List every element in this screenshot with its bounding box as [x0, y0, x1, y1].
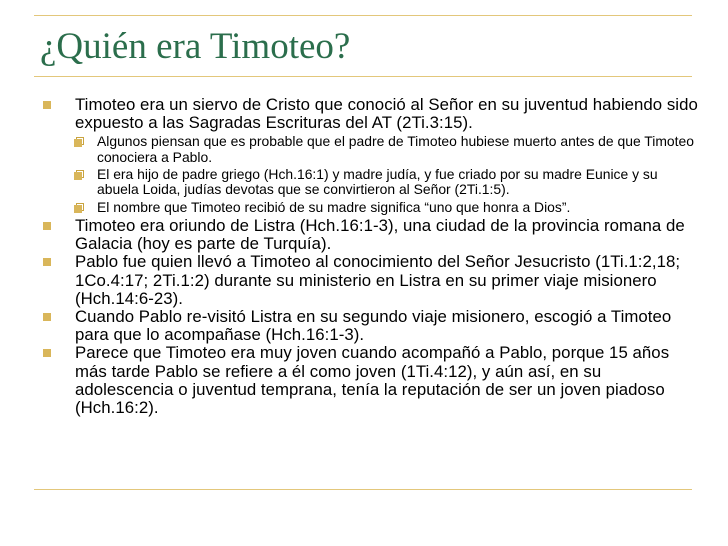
bullet-item — [0, 308, 728, 344]
bullet-item — [0, 217, 728, 253]
square-bullet-icon — [43, 222, 51, 230]
bottom-rule — [34, 489, 692, 490]
bullet-item — [0, 96, 728, 132]
stacked-square-bullet-icon — [74, 170, 84, 180]
sub-bullet-item — [0, 167, 728, 198]
bullet-item — [0, 253, 728, 308]
sub-bullet-text: El nombre que Timoteo recibió de su madre significa “uno que honra a Dios”. — [97, 198, 571, 215]
sub-bullet-text: El era hijo de padre griego (Hch.16:1) y madre judía, y fue criado por su madre Eunice y su abuela Loida, judías devotas que se convirtieron al Señor (2Ti.1:5). — [97, 166, 658, 198]
slide-body — [0, 96, 728, 417]
bullet-text: Timoteo era oriundo de Listra (Hch.16:1-3), una ciudad de la provincia romana de Galacia (hoy es parte de Turquía). — [75, 215, 685, 254]
bullet-text: Pablo fue quien llevó a Timoteo al conocimiento del Señor Jesucristo (1Ti.1:2,18; 1Co.4:17; 2Ti.1:2) durante su ministerio en Listra en su primer viaje misionero (Hch.14:6-23). — [75, 252, 681, 308]
title-underline — [34, 76, 692, 77]
square-bullet-icon — [43, 349, 51, 357]
bullet-text: Timoteo era un siervo de Cristo que conoció al Señor en su juventud habiendo sido expuesto a las Sagradas Escrituras del AT (2Ti.3:15). — [75, 95, 698, 133]
sub-bullet-list — [0, 134, 728, 214]
sub-bullet-item — [0, 200, 728, 215]
bullet-text: Cuando Pablo re-visitó Listra en su segundo viaje misionero, escogió a Timoteo para que lo acompañase (Hch.16:1-3). — [75, 306, 672, 345]
sub-bullet-text: Algunos piensan que es probable que el padre de Timoteo hubiese muerto antes de que Timoteo conociera a Pablo. — [97, 133, 694, 165]
square-bullet-icon — [43, 313, 51, 321]
sub-bullet-item — [0, 134, 728, 165]
stacked-square-bullet-icon — [74, 203, 84, 213]
slide-title: ¿Quién era Timoteo? — [40, 26, 351, 67]
square-bullet-icon — [43, 258, 51, 266]
square-bullet-icon — [43, 101, 51, 109]
bullet-item — [0, 344, 728, 417]
bullet-text: Parece que Timoteo era muy joven cuando acompañó a Pablo, porque 15 años más tarde Pablo se refiere a él como joven (1Ti.4:12), y aún así, en su adolescencia o juventud temprana, tenía la reputación de ser un joven piadoso (Hch.16:2). — [75, 343, 670, 417]
top-rule — [34, 15, 692, 16]
stacked-square-bullet-icon — [74, 137, 84, 147]
